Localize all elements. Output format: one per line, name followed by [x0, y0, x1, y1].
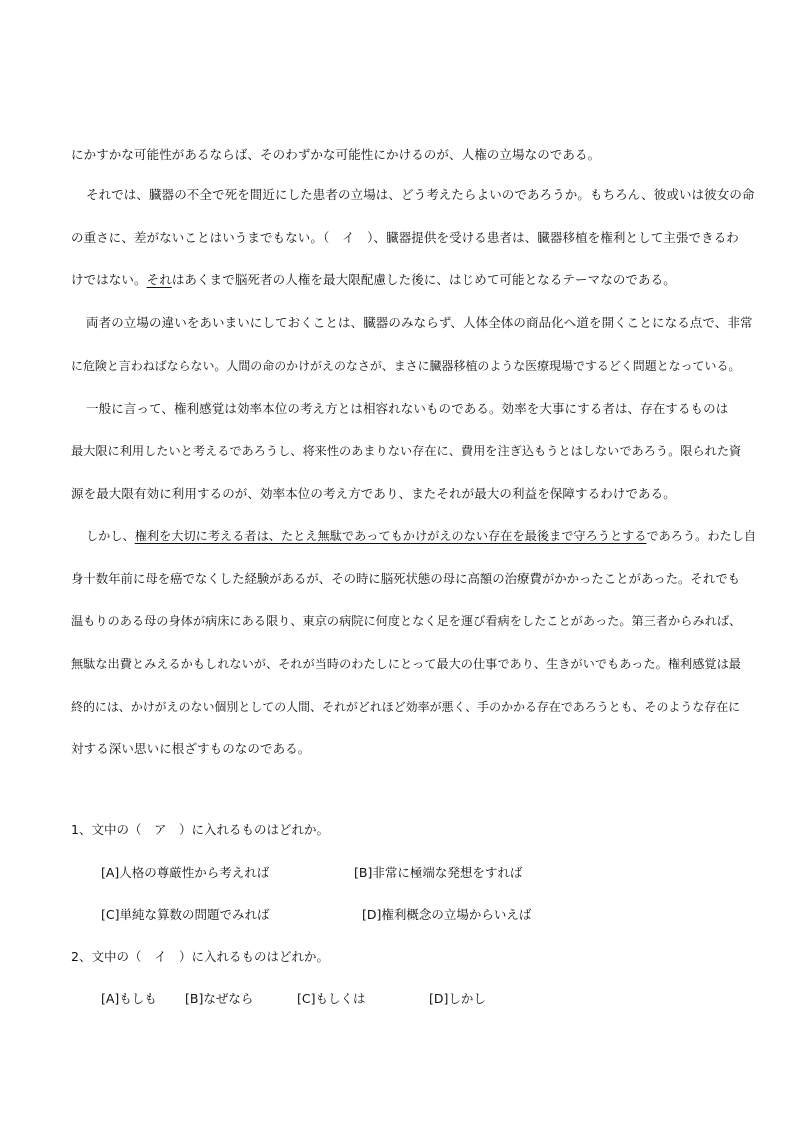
passage-line [86, 527, 756, 545]
question-2-option-b[interactable]: [B]なぜなら [185, 991, 254, 1006]
question-2-option-a[interactable]: [A]もしも [101, 991, 157, 1006]
passage-line: 身十数年前に母を癌でなくした経験があるが、その時に脳死状態の母に高額の治療費がかかったことがあった。それでも [71, 571, 740, 586]
text-segment: しかし、 [86, 529, 135, 543]
passage-line: 終的には、かけがえのない個別としての人間、それがどれほど効率が悪く、手のかかる存在であろうとも、そのような存在に [71, 700, 741, 714]
passage-line: 温もりのある母の身体が病床にある限り、東京の病院に何度となく足を運び看病をしたことがあった。第三者からみれば、 [71, 614, 742, 628]
passage-line: に危険と言わねばならない。人間の命のかけがえのなさが、まさに臓器移植のような医療現場でするどく問題となっている。 [71, 359, 741, 373]
question-1-option-b[interactable]: [B]非常に極端な発想をすれば [354, 865, 523, 880]
passage-line: にかすかな可能性があるならば、そのわずかな可能性にかけるのが、人権の立場なのである。 [71, 147, 601, 162]
question-1-option-d[interactable]: [D]権利概念の立場からいえば [362, 907, 532, 922]
question-1-option-c[interactable]: [C]単純な算数の問題でみれば [101, 907, 270, 922]
question-2: 2、文中の（ イ ）に入れるものはどれか。 [71, 949, 329, 964]
text-segment: であろう。わたし自 [646, 529, 757, 543]
underlined-phrase: 権利を大切に考える者は、たとえ無駄であってもかけがえのない存在を最後まで守ろうとする [134, 529, 647, 543]
passage-line: 一般に言って、権利感覚は効率本位の考え方とは相容れないものである。効率を大事にする者は、存在するものは [86, 401, 729, 416]
question-2-option-c[interactable]: [C]もしくは [297, 991, 366, 1006]
passage-line: 対する深い思いに根ざすものなのである。 [71, 741, 311, 756]
passage-line: の重さに、差がないことはいうまでもない。（ イ ）、臓器提供を受ける患者は、臓器移植を権利として主張できるわ [71, 230, 739, 245]
question-2-option-d[interactable]: [D]しかし [429, 991, 486, 1006]
text-segment: はあくまで脳死者の人権を最大限配慮した後に、はじめて可能となるテーマなのである。 [171, 272, 676, 287]
underlined-phrase: それ [146, 272, 172, 287]
passage-line: 両者の立場の違いをあいまいにしておくことは、臓器のみならず、人体全体の商品化へ道を開くことになる点で、非常 [86, 315, 753, 330]
passage-line: 最大限に利用したいと考えるであろうし、将来性のあまりない存在に、費用を注ぎ込もうとはしないであろう。限られた資 [71, 444, 742, 458]
passage-line: 源を最大限有効に利用するのが、効率本位の考え方であり、またそれが最大の利益を保障するわけである。 [71, 486, 676, 501]
text-segment: けではない。 [71, 272, 147, 287]
passage-line: 無駄な出費とみえるかもしれないが、それが当時のわたしにとって最大の仕事であり、生きがいでもあった。権利感覚は最 [71, 657, 741, 671]
question-1: 1、文中の（ ア ）に入れるものはどれか。 [71, 822, 329, 837]
passage-line [71, 271, 741, 289]
passage-line: それでは、臓器の不全で死を間近にした患者の立場は、どう考えたらよいのであろうか。もちろん、彼或いは彼女の命 [86, 187, 755, 202]
question-1-option-a[interactable]: [A]人格の尊厳性から考えれば [101, 865, 270, 880]
